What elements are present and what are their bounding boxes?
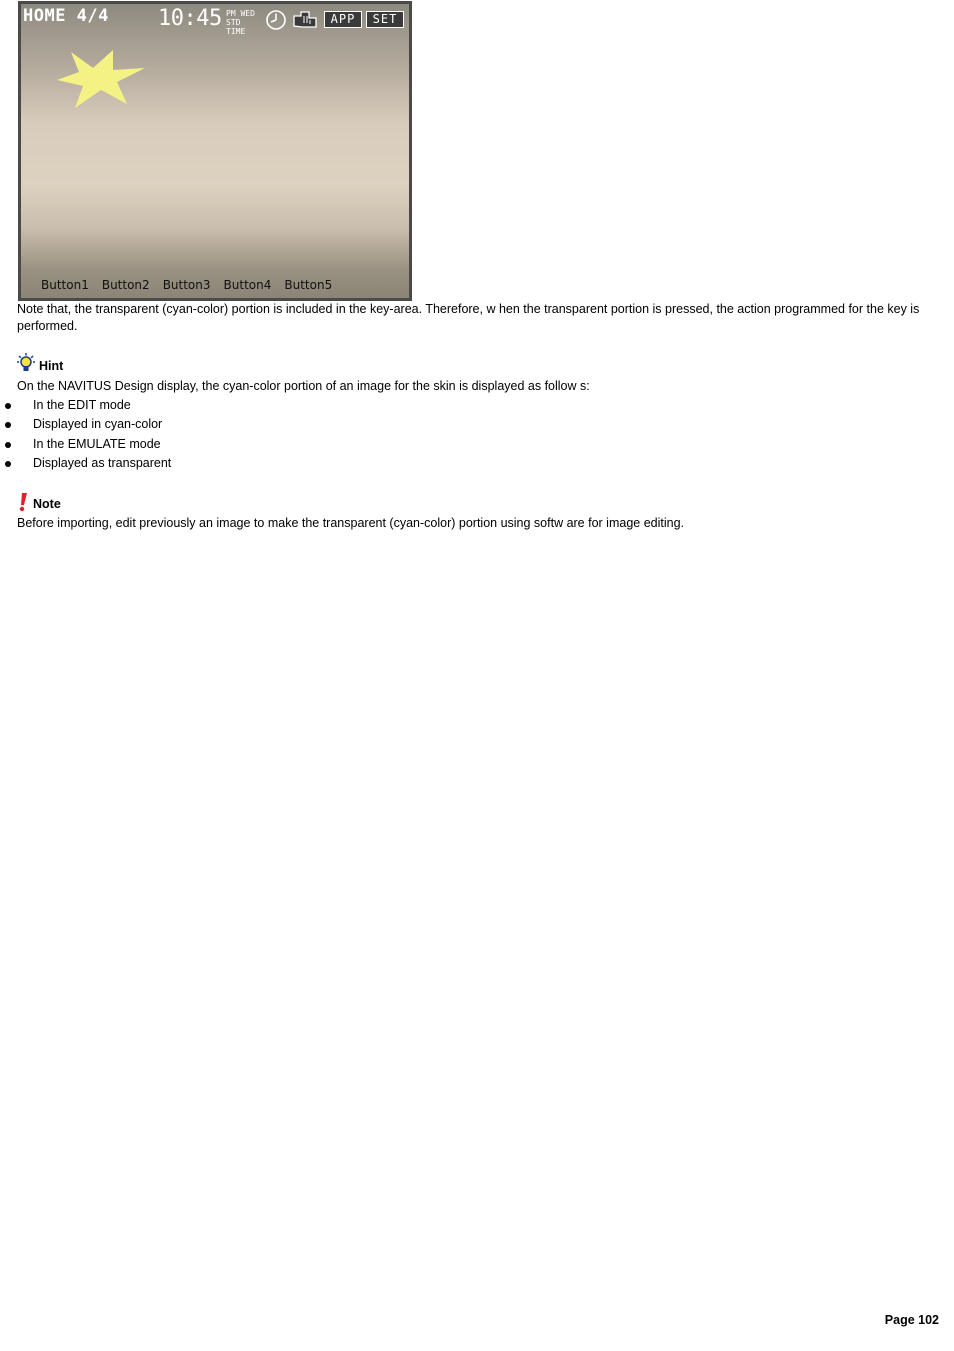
softkey-bar — [41, 278, 401, 292]
clock: 10:45 — [158, 6, 222, 31]
hint-label: Hint — [39, 359, 64, 373]
list-item: Displayed as transparent — [0, 455, 900, 474]
app-button: APP — [324, 11, 362, 28]
note-text: Before importing, edit previously an image to make the transparent (cyan-color) portion using softw are for image editing. — [17, 516, 684, 530]
transparent-note-paragraph: Note that, the transparent (cyan-color) portion is included in the key-area. Therefore, w hen the transparent portion is pressed, the action programmed for the key is performed. — [17, 302, 920, 333]
bullet-icon — [5, 442, 11, 448]
note-label: Note — [33, 497, 61, 511]
softkey-5: Button5 — [284, 278, 333, 292]
softkey-4: Button4 — [223, 278, 272, 292]
ampm-indicator — [226, 9, 264, 36]
softkey-1: Button1 — [41, 278, 89, 292]
bullet-icon — [5, 422, 11, 428]
hand-icon — [292, 10, 318, 30]
time-label: STD TIME — [226, 18, 246, 36]
bullet-icon — [5, 403, 11, 409]
home-label: HOME 4/4 — [23, 6, 109, 26]
star-icon — [53, 46, 151, 112]
softkey-3: Button3 — [162, 278, 211, 292]
page-number: Page 102 — [884, 1313, 939, 1327]
hint-bullet-list — [0, 397, 900, 474]
device-screen-image — [18, 1, 412, 301]
bullet-icon — [5, 461, 11, 467]
set-button: SET — [366, 11, 404, 28]
list-item: In the EDIT mode — [0, 397, 900, 416]
softkey-2: Button2 — [101, 278, 150, 292]
list-item: In the EMULATE mode — [0, 436, 900, 455]
timer-icon — [265, 9, 287, 31]
ampm-day: PM WED — [226, 9, 255, 18]
lightbulb-icon — [17, 353, 35, 373]
list-item: Displayed in cyan-color — [0, 416, 900, 435]
hint-text: On the NAVITUS Design display, the cyan-color portion of an image for the skin is displayed as follow s: — [17, 379, 590, 393]
exclamation-icon — [17, 492, 29, 512]
